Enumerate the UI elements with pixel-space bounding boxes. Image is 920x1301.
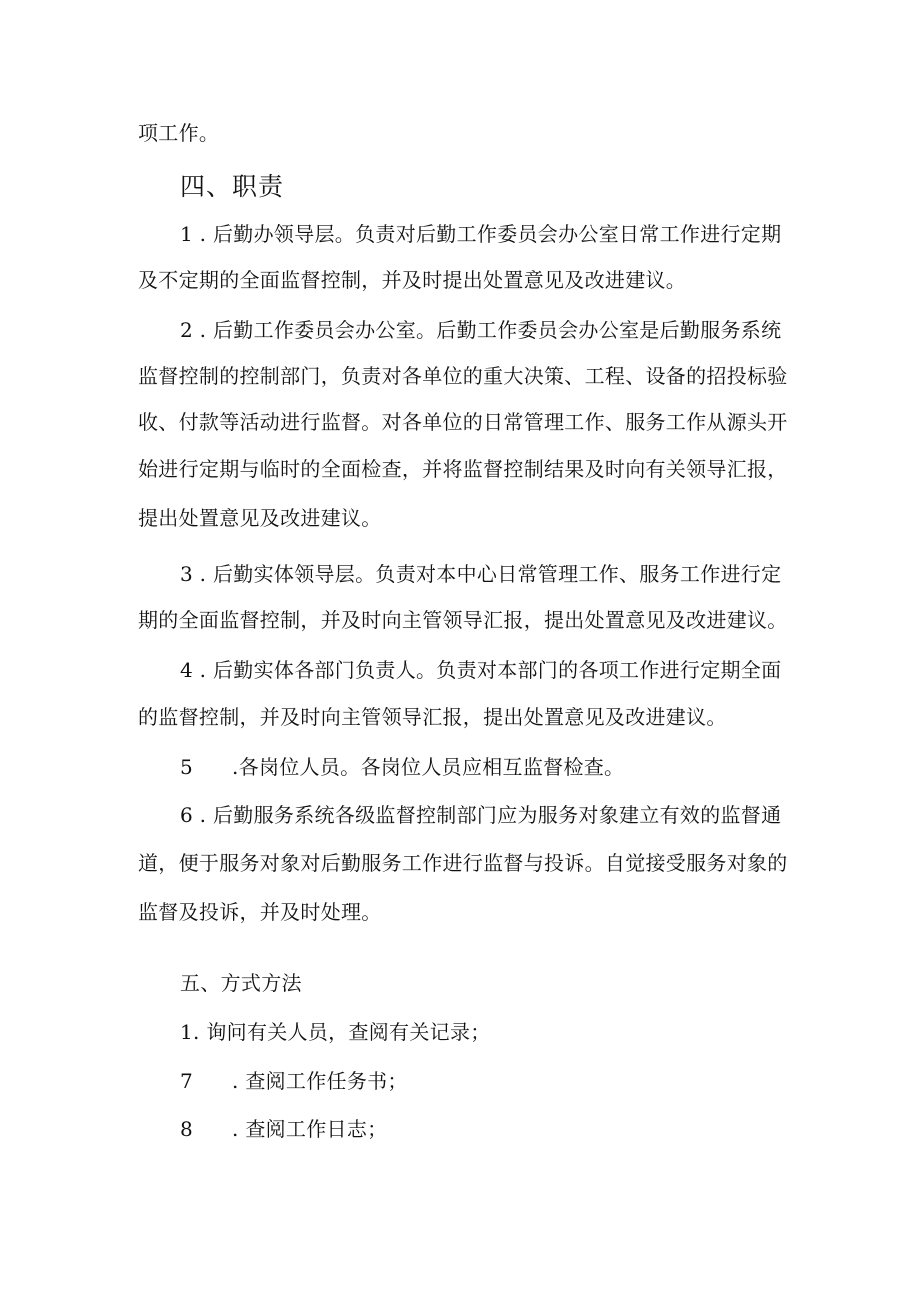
paragraph-line: 1 . 后勤办领导层。负责对后勤工作委员会办公室日常工作进行定期 [180, 222, 782, 246]
paragraph-line: 3 . 后勤实体领导层。负责对本中心日常管理工作、服务工作进行定 [180, 562, 782, 586]
list-item: 1. 询问有关人员，查阅有关记录； [180, 1020, 491, 1044]
paragraph-line: 道，便于服务对象对后勤服务工作进行监督与投诉。自觉接受服务对象的 [138, 851, 788, 875]
item-number: 7 [180, 1069, 194, 1093]
item-text: .各岗位人员。各岗位人员应相互监督检查。 [232, 755, 625, 779]
list-item [180, 755, 624, 779]
item-text: . 查阅工作日志； [232, 1117, 388, 1141]
section-heading-methods: 五、方式方法 [180, 971, 302, 995]
list-item [180, 1069, 408, 1093]
item-number: 5 [180, 755, 194, 779]
paragraph-line: 监督控制的控制部门，负责对各单位的重大决策、工程、设备的招投标验 [138, 364, 788, 388]
paragraph-line: 的监督控制，并及时向主管领导汇报，提出处置意见及改进建议。 [138, 705, 727, 729]
item-text: . 查阅工作任务书； [232, 1069, 408, 1093]
paragraph-line: 期的全面监督控制，并及时向主管领导汇报，提出处置意见及改进建议。 [138, 608, 788, 632]
paragraph-line: 始进行定期与临时的全面检查，并将监督控制结果及时向有关领导汇报， [138, 457, 788, 481]
paragraph-line: 6 . 后勤服务系统各级监督控制部门应为服务对象建立有效的监督通 [180, 803, 782, 827]
paragraph-line: 提出处置意见及改进建议。 [138, 506, 382, 530]
list-item [180, 1117, 387, 1141]
paragraph-line: 监督及投诉，并及时处理。 [138, 900, 382, 924]
item-number: 8 [180, 1117, 194, 1141]
section-heading-duties: 四、职责 [180, 172, 285, 201]
paragraph-line: 2 . 后勤工作委员会办公室。后勤工作委员会办公室是后勤服务系统 [180, 318, 782, 342]
paragraph-line: 4 . 后勤实体各部门负责人。负责对本部门的各项工作进行定期全面 [180, 658, 782, 682]
paragraph-line: 及不定期的全面监督控制，并及时提出处置意见及改进建议。 [138, 268, 687, 292]
paragraph-line: 收、付款等活动进行监督。对各单位的日常管理工作、服务工作从源头开 [138, 410, 788, 434]
continuation-text: 项工作。 [138, 121, 220, 145]
